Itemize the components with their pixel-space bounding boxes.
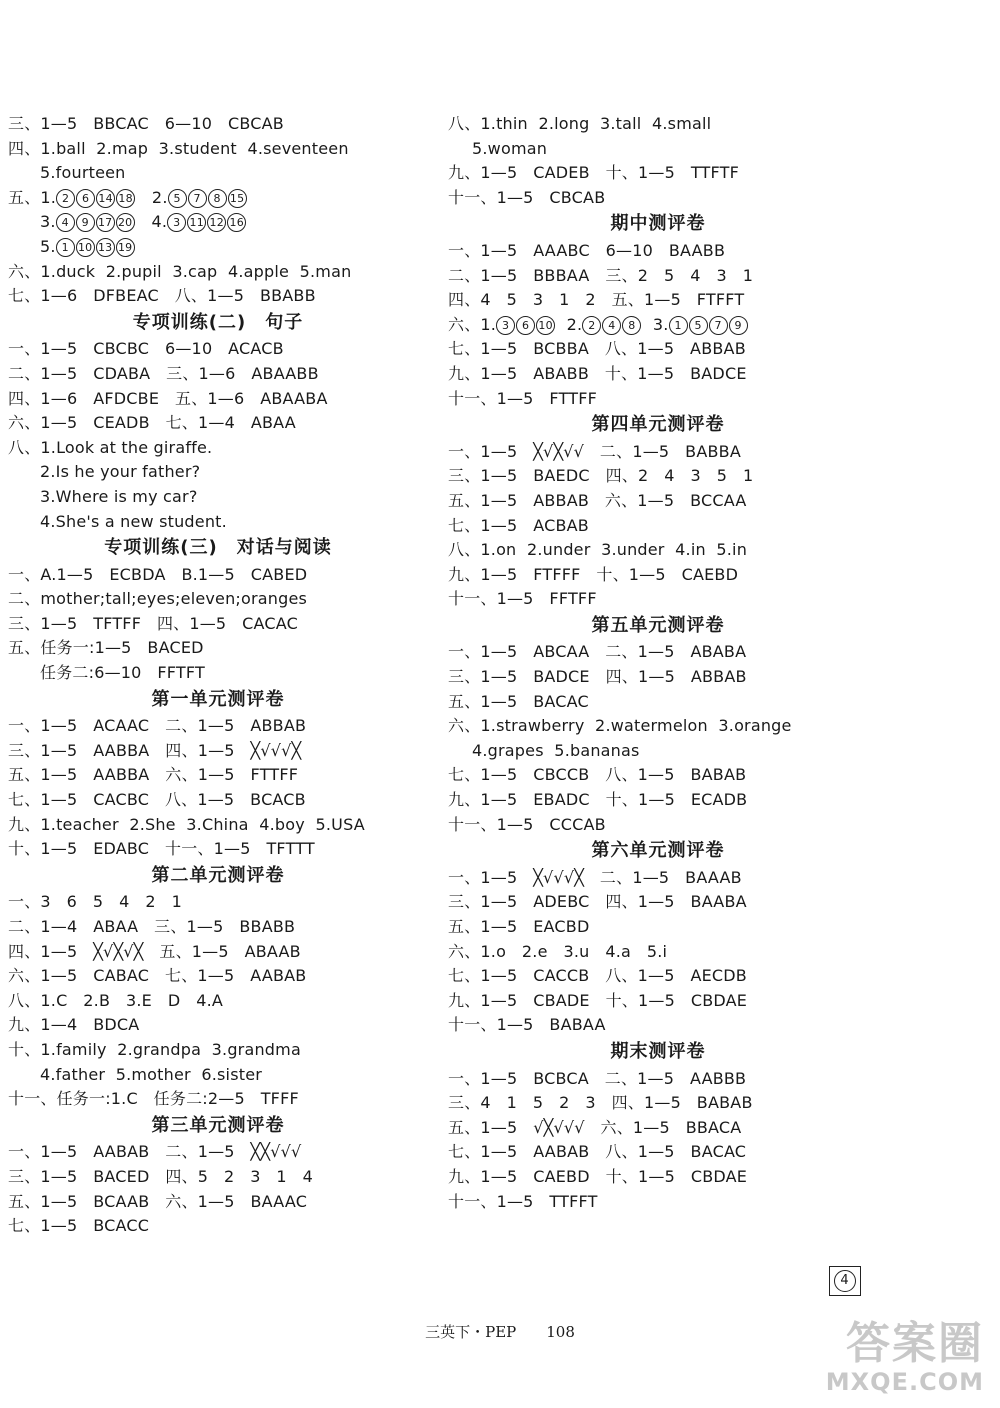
- watermark-url: MXQE.COM: [825, 1368, 984, 1396]
- page-footer: 三英下・PEP 108: [425, 1323, 575, 1341]
- answer-line: 十一、任务一:1.C 任务二:2—5 TFFF: [8, 1089, 299, 1109]
- circled-number: 6: [76, 189, 95, 208]
- section-heading: 专项训练(三) 对话与阅读: [104, 537, 332, 559]
- answer-line: 七、1—5 CBCCB 八、1—5 BABAB: [448, 765, 747, 785]
- circled-number: 12: [207, 213, 226, 232]
- section-heading: 第二单元测评卷: [151, 864, 285, 886]
- answer-line: 八、1.Look at the giraffe.: [8, 437, 213, 457]
- answer-line: 三、1—5 AABBA 四、1—5 ╳√√√╳: [8, 740, 302, 760]
- circled-number: 4: [56, 213, 75, 232]
- answer-line: 一、1—5 AABAB 二、1—5 ╳╳√√√: [8, 1142, 302, 1162]
- section-heading: 第四单元测评卷: [591, 414, 725, 436]
- circled-number: 16: [227, 213, 246, 232]
- answer-line-circled: [8, 235, 428, 260]
- section-heading: 第一单元测评卷: [151, 688, 285, 710]
- answer-line: 七、1—5 CACBC 八、1—5 BCACB: [8, 790, 306, 810]
- answer-line: 九、1—4 BDCA: [8, 1015, 140, 1035]
- page-mark: 4: [834, 1270, 856, 1292]
- answer-line: 四、4 5 3 1 2 五、1—5 FTFFT: [448, 290, 745, 310]
- circled-number: 11: [187, 213, 206, 232]
- circled-number: 7: [709, 316, 728, 335]
- answer-line: 三、1—5 BADCE 四、1—5 ABBAB: [448, 667, 747, 687]
- answer-line: 二、mother;tall;eyes;eleven;oranges: [8, 589, 308, 609]
- circled-number: 10: [536, 316, 555, 335]
- answer-text: 2.: [556, 314, 583, 334]
- answer-line: 一、1—5 BCBCA 二、1—5 AABBB: [448, 1068, 747, 1088]
- answer-line: 一、1—5 ACAAC 二、1—5 ABBAB: [8, 716, 307, 736]
- answer-line: 任务二:6—10 FFTFT: [40, 663, 205, 683]
- answer-line: 四、1.ball 2.map 3.student 4.seventeen: [8, 138, 349, 158]
- answer-line: 九、1—5 FTFFF 十、1—5 CAEBD: [448, 564, 739, 584]
- answer-line: 十一、1—5 CCCAB: [448, 814, 606, 834]
- answer-line: 三、1—5 TFTFF 四、1—5 CACAC: [8, 613, 299, 633]
- circled-number: 15: [228, 189, 247, 208]
- answer-line: 一、1—5 CBCBC 6—10 ACACB: [8, 339, 284, 359]
- circled-number: 4: [602, 316, 621, 335]
- answer-text: 4.: [135, 212, 168, 232]
- answer-line: 十一、1—5 FFTFF: [448, 589, 597, 609]
- answer-line: 七、1—5 BCBBA 八、1—5 ABBAB: [448, 339, 746, 359]
- circled-number: 2: [56, 189, 75, 208]
- answer-line: 六、1—5 CEADB 七、1—4 ABAA: [8, 413, 296, 433]
- answer-line: 4.grapes 5.bananas: [472, 740, 640, 760]
- answer-line: 一、1—5 ╳√√√╳ 二、1—5 BAAAB: [448, 867, 742, 887]
- answer-line: 二、1—5 BBBAA 三、2 5 4 3 1: [448, 265, 754, 285]
- answer-line: 三、4 1 5 2 3 四、1—5 BABAB: [448, 1093, 753, 1113]
- answer-line: 七、1—6 DFBEAC 八、1—5 BBABB: [8, 286, 316, 306]
- answer-line: 2.Is he your father?: [40, 462, 201, 482]
- circled-number: 17: [96, 213, 115, 232]
- answer-line: 一、3 6 5 4 2 1: [8, 892, 182, 912]
- answer-line: 二、1—4 ABAA 三、1—5 BBABB: [8, 917, 296, 936]
- answer-line: 六、1.duck 2.pupil 3.cap 4.apple 5.man: [8, 261, 352, 281]
- answer-line: 十一、1—5 BABAA: [448, 1015, 606, 1035]
- answer-line: 五、1—5 AABBA 六、1—5 FTTFF: [8, 765, 299, 785]
- answer-line: 十、1.family 2.grandpa 3.grandma: [8, 1039, 301, 1059]
- answer-line: 八、1.on 2.under 3.under 4.in 5.in: [448, 540, 748, 560]
- answer-line: 一、1—5 AAABC 6—10 BAABB: [448, 240, 726, 260]
- answer-line: 3.Where is my car?: [40, 486, 198, 506]
- answer-line: 七、1—5 CACCB 八、1—5 AECDB: [448, 966, 747, 986]
- answer-line: 5.woman: [472, 138, 548, 158]
- answer-text: 3.: [40, 212, 56, 232]
- answer-line: 三、1—5 BAEDC 四、2 4 3 5 1: [448, 466, 754, 486]
- watermark-logo: [822, 1318, 992, 1398]
- answer-text: 5.: [40, 236, 56, 256]
- answer-line: 九、1—5 CAEBD 十、1—5 CBDAE: [448, 1166, 748, 1186]
- answer-line: 三、1—5 ADEBC 四、1—5 BAABA: [448, 892, 747, 912]
- section-heading: 期中测评卷: [610, 213, 706, 235]
- answer-text: 六、1.: [448, 314, 497, 334]
- answer-line: 一、A.1—5 ECBDA B.1—5 CABED: [8, 564, 308, 584]
- answer-line: 三、1—5 BACED 四、5 2 3 1 4: [8, 1166, 314, 1186]
- circled-number: 3: [496, 316, 515, 335]
- answer-line: 5.fourteen: [40, 163, 126, 183]
- section-heading: 第六单元测评卷: [591, 840, 725, 862]
- left-answer-column: [8, 112, 428, 1239]
- answer-line: 四、1—6 AFDCBE 五、1—6 ABAABA: [8, 388, 328, 408]
- answer-line: 4.She's a new student.: [40, 511, 227, 531]
- answer-line: 七、1—5 ACBAB: [448, 515, 589, 535]
- answer-line: 四、1—5 ╳√╳√╳ 五、1—5 ABAAB: [8, 941, 301, 961]
- answer-line-circled: [8, 210, 428, 235]
- answer-line: 十一、1—5 FTTFF: [448, 388, 598, 408]
- section-heading: 专项训练(二) 句子: [132, 311, 304, 333]
- answer-line: 九、1—5 ABABB 十、1—5 BADCE: [448, 363, 747, 383]
- watermark-title: 答案圈: [846, 1318, 984, 1369]
- answer-line: 九、1—5 CADEB 十、1—5 TTFTF: [448, 163, 739, 183]
- answer-line: 五、任务一:1—5 BACED: [8, 638, 204, 658]
- circled-number: 9: [729, 316, 748, 335]
- answer-text: 2.: [136, 187, 168, 207]
- section-heading: 第五单元测评卷: [591, 614, 725, 636]
- answer-line: 五、1—5 BCAAB 六、1—5 BAAAC: [8, 1191, 308, 1211]
- circled-number: 18: [116, 189, 135, 208]
- answer-line: 三、1—5 BBCAC 6—10 CBCAB: [8, 114, 284, 133]
- answer-line: 十、1—5 EDABC 十一、1—5 TFTTT: [8, 839, 315, 859]
- answer-line: 六、1.o 2.e 3.u 4.a 5.i: [448, 941, 668, 961]
- answer-line: 七、1—5 BCACC: [8, 1216, 150, 1236]
- answer-line: 六、1.strawberry 2.watermelon 3.orange: [448, 716, 792, 736]
- answer-line: 八、1.thin 2.long 3.tall 4.small: [448, 114, 712, 133]
- circled-number: 10: [76, 238, 95, 257]
- circled-number: 5: [168, 189, 187, 208]
- section-heading: 第三单元测评卷: [151, 1114, 285, 1136]
- answer-line: 二、1—5 CDABA 三、1—6 ABAABB: [8, 363, 319, 383]
- answer-line-circled: [448, 313, 888, 338]
- answer-text: 五、1.: [8, 187, 57, 207]
- answer-line: 五、1—5 BACAC: [448, 691, 589, 711]
- circled-number: 8: [622, 316, 641, 335]
- answer-text: 3.: [642, 314, 669, 334]
- answer-line: 九、1—5 EBADC 十、1—5 ECADB: [448, 790, 748, 810]
- circled-number: 1: [56, 238, 75, 257]
- circled-number: 7: [188, 189, 207, 208]
- answer-line: 五、1—5 EACBD: [448, 917, 590, 936]
- circled-number: 5: [689, 316, 708, 335]
- circled-number: 2: [582, 316, 601, 335]
- answer-line: 十一、1—5 CBCAB: [448, 187, 606, 207]
- right-answer-column: [448, 112, 888, 1214]
- answer-line: 六、1—5 CABAC 七、1—5 AABAB: [8, 966, 307, 986]
- answer-line: 一、1—5 ABCAA 二、1—5 ABABA: [448, 642, 747, 662]
- answer-line: 一、1—5 ╳√╳√√ 二、1—5 BABBA: [448, 441, 741, 461]
- answer-line: 五、1—5 ABBAB 六、1—5 BCCAA: [448, 490, 747, 510]
- circled-number: 20: [116, 213, 135, 232]
- answer-line-circled: [8, 186, 428, 211]
- circled-number: 9: [76, 213, 95, 232]
- circled-number: 14: [96, 189, 115, 208]
- circled-number: 6: [516, 316, 535, 335]
- answer-line: 五、1—5 √╳√√√ 六、1—5 BBACA: [448, 1117, 742, 1137]
- answer-line: 4.father 5.mother 6.sister: [40, 1064, 263, 1084]
- answer-line: 七、1—5 AABAB 八、1—5 BACAC: [448, 1142, 747, 1162]
- answer-line: 九、1.teacher 2.She 3.China 4.boy 5.USA: [8, 814, 365, 834]
- circled-number: 1: [669, 316, 688, 335]
- circled-number: 8: [208, 189, 227, 208]
- circled-number: 3: [167, 213, 186, 232]
- circled-number: 19: [116, 238, 135, 257]
- circled-number: 13: [96, 238, 115, 257]
- answer-line: 八、1.C 2.B 3.E D 4.A: [8, 990, 224, 1010]
- page-mark-box: [829, 1266, 861, 1296]
- answer-line: 九、1—5 CBADE 十、1—5 CBDAE: [448, 990, 748, 1010]
- answer-line: 十一、1—5 TTFFT: [448, 1191, 598, 1211]
- section-heading: 期末测评卷: [610, 1040, 706, 1062]
